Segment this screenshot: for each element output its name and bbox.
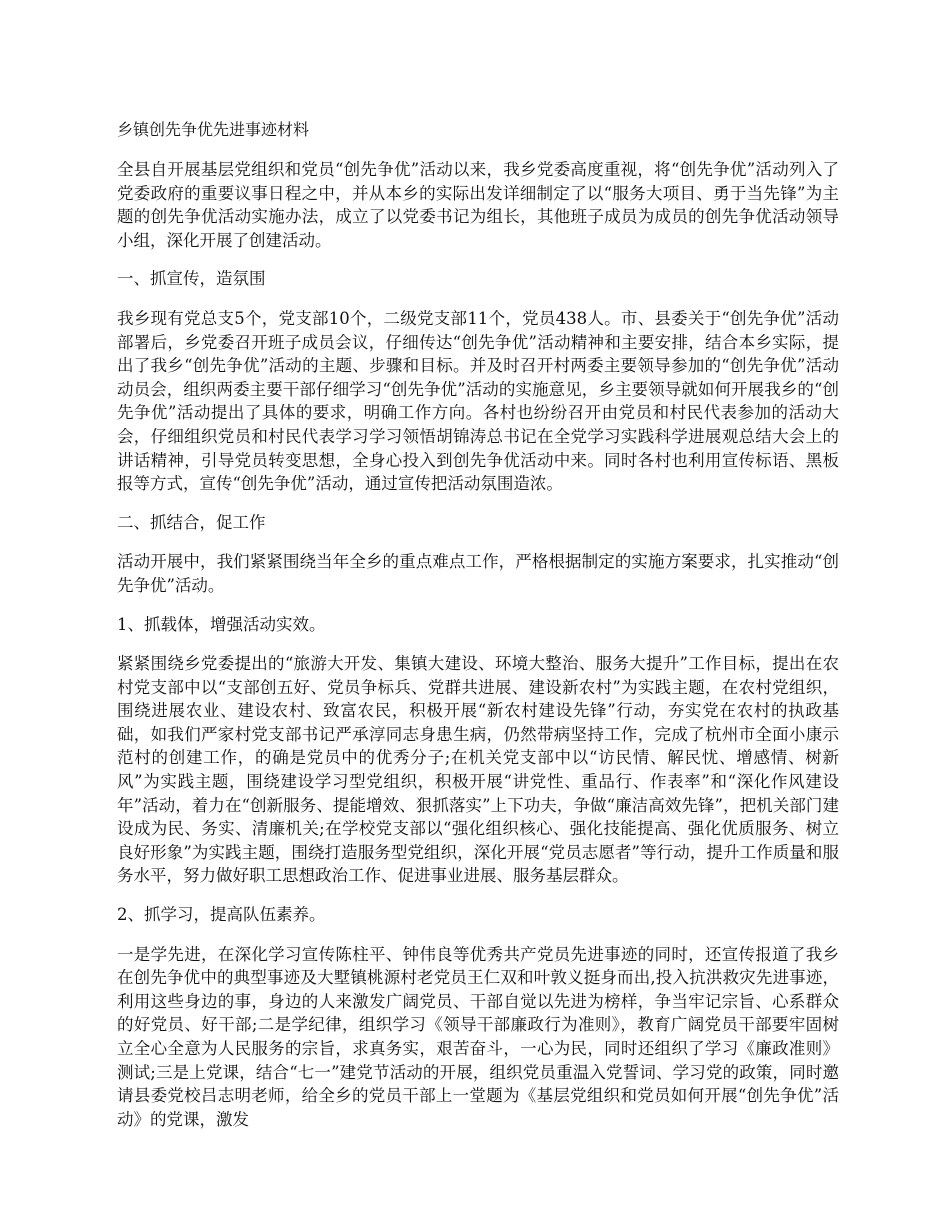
subsection-paragraph-learning: 一是学先进，在深化学习宣传陈柱平、钟伟良等优秀共产党员先进事迹的同时，还宣传报道了我乡在创先争优中的典型事迹及大墅镇桃源村老党员王仁双和叶敦义挺身而出,投入抗洪救灾先进事迹，利用这些身边的事，身边的人来激发广阔党员、干部自觉以先进为榜样，争当牢记宗旨、心系群众的好党员、好干部;二是学纪律，组织学习《领导干部廉政行为准则》，教育广阔党员干部要牢固树立全心全意为人民服务的宗旨，求真务实，艰苦奋斗，一心为民，同时还组织了学习《廉政准则》测试;三是上党课，结合“七一”建党节活动的开展，组织党员重温入党誓词、学习党的政策，同时邀请县委党校吕志明老师，给全乡的党员干部上一堂题为《基层党组织和党员如何开展“创先争优”活动》的党课，激发: [117, 944, 839, 1129]
document-page: [117, 118, 839, 1131]
section-paragraph-publicity: 我乡现有党总支5个，党支部10个，二级党支部11个，党员438人。市、县委关于“创先争优”活动部署后，乡党委召开班子成员会议，仔细传达“创先争优”活动精神和主要安排，结合本乡实际，提出了我乡“创先争优”活动的主题、步骤和目标。并及时召开村两委主要领导参加的“创先争优”活动动员会，组织两委主要干部仔细学习“创先争优”活动的实施意见，乡主要领导就如何开展我乡的“创先争优”活动提出了具体的要求，明确工作方向。各村也纷纷召开由党员和村民代表参加的活动大会，仔细组织党员和村民代表学习学习领悟胡锦涛总书记在全党学习实践科学进展观总结大会上的讲话精神，引导党员转变思想，全身心投入到创先争优活动中来。同时各村也利用宣传标语、黑板报等方式，宣传“创先争优”活动，通过宣传把活动氛围造浓。: [117, 308, 839, 494]
subsection-paragraph-carrier: 紧紧围绕乡党委提出的“旅游大开发、集镇大建设、环境大整治、服务大提升”工作目标，提出在农村党支部中以“支部创五好、党员争标兵、党群共进展、建设新农村”为实践主题，在农村党组织，围绕进展农业、建设农村、致富农民，积极开展“新农村建设先锋”行动，夯实党在农村的执政基础，如我们严家村党支部书记严承淳同志身患生病，仍然带病坚持工作，完成了杭州市全面小康示范村的创建工作，的确是党员中的优秀分子;在机关党支部中以“访民情、解民忧、增感情、树新风”为实践主题，围绕建设学习型党组织，积极开展“讲党性、重品行、作表率”和“深化作风建设年”活动，着力在“创新服务、提能增效、狠抓落实”上下功夫，争做“廉洁高效先锋”，把机关部门建设成为民、务实、清廉机关;在学校党支部以“强化组织核心、强化技能提高、强化优质服务、树立良好形象”为实践主题，围绕打造服务型党组织，深化开展“党员志愿者”等行动，提升工作质量和服务水平，努力做好职工思想政治工作、促进事业进展、服务基层群众。: [117, 654, 839, 886]
section-heading-integration: 二、抓结合，促工作: [117, 512, 266, 532]
subsection-heading-carrier: 1、抓载体，增强活动实效。: [117, 614, 326, 634]
document-title: 乡镇创先争优先进事迹材料: [117, 120, 310, 139]
subsection-heading-learning: 2、抓学习，提高队伍素养。: [117, 905, 326, 925]
section-paragraph-integration: 活动开展中，我们紧紧围绕当年全乡的重点难点工作，严格根据制定的实施方案要求，扎实推动“创先争优”活动。: [117, 552, 839, 595]
section-heading-publicity: 一、抓宣传，造氛围: [117, 269, 266, 289]
intro-paragraph: 全县自开展基层党组织和党员“创先争优”活动以来，我乡党委高度重视，将“创先争优”活动列入了党委政府的重要议事日程之中，并从本乡的实际出发详细制定了以“服务大项目、勇于当先锋”为主题的创先争优活动实施办法，成立了以党委书记为组长，其他班子成员为成员的创先争优活动领导小组，深化开展了创建活动。: [117, 160, 839, 250]
